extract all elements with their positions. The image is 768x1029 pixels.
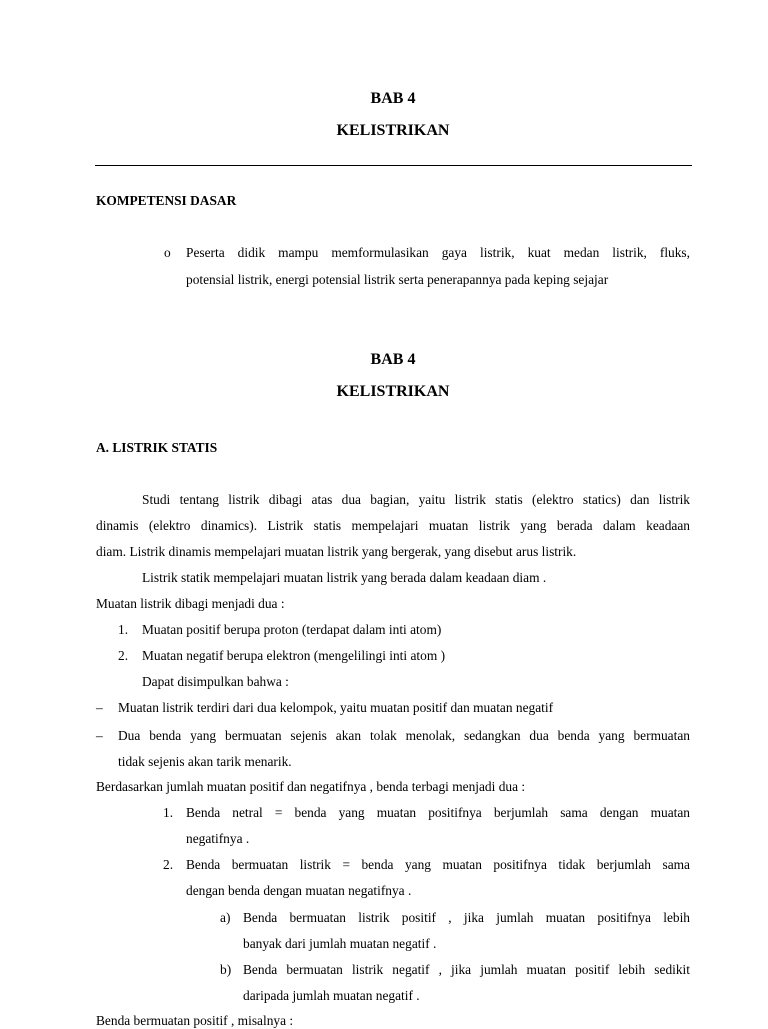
- paragraph-3: Muatan listrik dibagi menjadi dua :: [96, 596, 285, 611]
- kompetensi-line-2: potensial listrik, energi potensial listrik serta penerapannya pada keping sejajar: [186, 272, 609, 287]
- bullet-circle-icon: o: [164, 245, 171, 260]
- header-divider: [95, 165, 692, 166]
- section-chapter-title: KELISTRIKAN: [336, 383, 450, 400]
- dash-mark: –: [96, 700, 103, 715]
- list-number: 2.: [163, 857, 174, 872]
- paragraph-5: Berdasarkan jumlah muatan positif dan negatifnya , benda terbagi menjadi dua :: [96, 779, 526, 794]
- dash-item-2-line-2: tidak sejenis akan tarik menarik.: [118, 754, 292, 769]
- chapter-title: KELISTRIKAN: [336, 122, 450, 139]
- list-item: Muatan negatif berupa elektron (mengelilingi inti atom ): [142, 648, 446, 663]
- sub-list-item-line-1: Benda bermuatan listrik positif , jika jumlah muatan positifnya lebih: [243, 910, 690, 925]
- sub-list-item-line-2: banyak dari jumlah muatan negatif .: [243, 936, 437, 951]
- paragraph-1-line-1: Studi tentang listrik dibagi atas dua bagian, yaitu listrik statis (elektro statics) dan listrik: [142, 492, 690, 507]
- listrik-statis-heading: A. LISTRIK STATIS: [96, 440, 218, 455]
- dash-item-1: Muatan listrik terdiri dari dua kelompok, yaitu muatan positif dan muatan negatif: [118, 700, 554, 715]
- sub-list-item-line-2: daripada jumlah muatan negatif .: [243, 988, 420, 1003]
- list-item-line-1: Benda bermuatan listrik = benda yang muatan positifnya tidak berjumlah sama: [186, 857, 690, 872]
- list-item: Muatan positif berupa proton (terdapat dalam inti atom): [142, 622, 442, 637]
- paragraph-1-line-2: dinamis (elektro dinamics). Listrik statis mempelajari muatan listrik yang berada dalam keadaan: [96, 518, 690, 533]
- conclusion-intro: Dapat disimpulkan bahwa :: [142, 674, 289, 689]
- paragraph-1-line-3: diam. Listrik dinamis mempelajari muatan listrik yang bergerak, yang disebut arus listrik.: [96, 544, 577, 559]
- kompetensi-heading: KOMPETENSI DASAR: [96, 193, 237, 208]
- list-item-line-2: dengan benda dengan muatan negatifnya .: [186, 883, 412, 898]
- list-item-line-1: Benda netral = benda yang muatan positifnya berjumlah sama dengan muatan: [186, 805, 690, 820]
- section-chapter-number: BAB 4: [370, 351, 416, 368]
- list-number: 1.: [163, 805, 174, 820]
- sub-list-marker: b): [220, 962, 232, 977]
- dash-mark: –: [96, 728, 103, 743]
- sub-list-marker: a): [220, 910, 231, 925]
- sub-list-item-line-1: Benda bermuatan listrik negatif , jika jumlah muatan positif lebih sedikit: [243, 962, 690, 977]
- list-item-line-2: negatifnya .: [186, 831, 250, 846]
- paragraph-6: Benda bermuatan positif , misalnya :: [96, 1013, 294, 1028]
- dash-item-2-line-1: Dua benda yang bermuatan sejenis akan tolak menolak, sedangkan dua benda yang bermuatan: [118, 728, 690, 743]
- kompetensi-line-1: Peserta didik mampu memformulasikan gaya listrik, kuat medan listrik, fluks,: [186, 245, 690, 260]
- chapter-number: BAB 4: [370, 90, 416, 107]
- list-number: 2.: [118, 648, 129, 663]
- paragraph-2: Listrik statik mempelajari muatan listrik yang berada dalam keadaan diam .: [142, 570, 547, 585]
- list-number: 1.: [118, 622, 129, 637]
